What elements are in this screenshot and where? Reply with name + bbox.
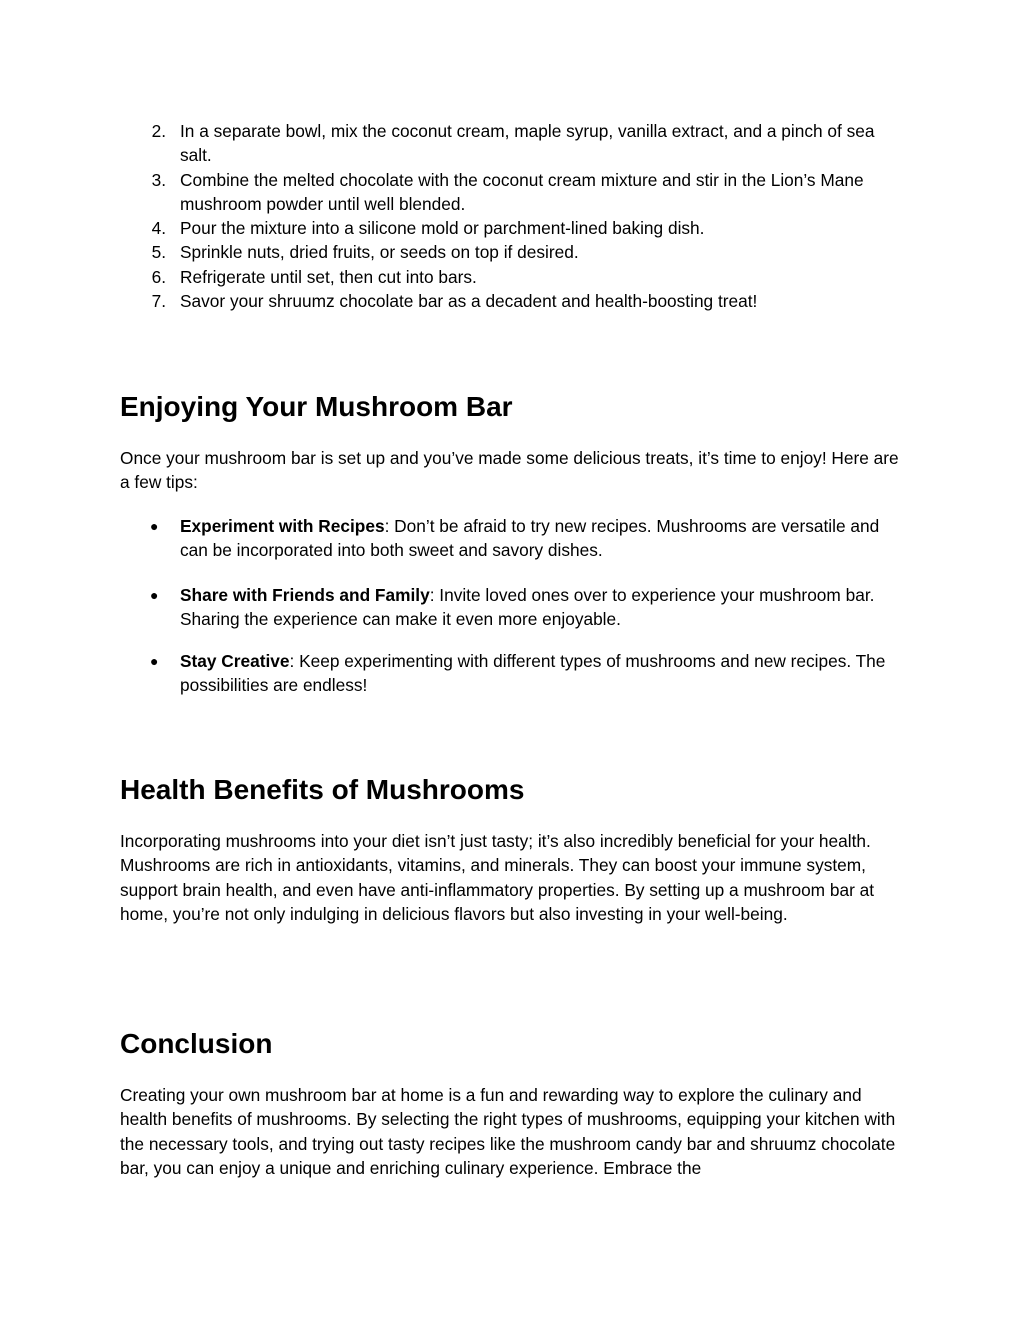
step-number: 7. — [151, 291, 166, 312]
tip-text: : Invite loved ones over to experience your mushroom bar. Sharing the experience can make it even more enjoyable. — [180, 585, 875, 630]
tip-title: Share with Friends and Family — [180, 585, 430, 605]
step-text: In a separate bowl, mix the coconut cream, maple syrup, vanilla extract, and a pinch of sea salt. — [180, 121, 875, 166]
conclusion-paragraph: Creating your own mushroom bar at home is a fun and rewarding way to explore the culinary and health benefits of mushrooms. By selecting the right types of mushrooms, equipping your kitchen with the necessary tools, and trying out tasty recipes like the mushroom candy bar and shruumz chocolate bar, you can enjoy a unique and enriching culinary experience. Embrace the — [120, 1085, 896, 1178]
bullet-icon: ● — [150, 653, 159, 669]
tip-title: Experiment with Recipes — [180, 516, 385, 536]
step-number: 3. — [151, 169, 166, 190]
section-heading-enjoying: Enjoying Your Mushroom Bar — [120, 391, 513, 422]
tip-title: Stay Creative — [180, 651, 290, 671]
list-item — [120, 289, 910, 313]
list-item — [120, 583, 910, 632]
health-paragraph: Incorporating mushrooms into your diet isn’t just tasty; it’s also incredibly beneficial for your health. Mushrooms are rich in antioxidants, vitamins, and minerals. They can boost your immune system, support brain health, and even have anti-inflammatory properties. By setting up a mushroom bar at home, you’re not only indulging in delicious flavors but also investing in your well-being. — [120, 831, 875, 924]
enjoying-intro-paragraph: Once your mushroom bar is set up and you’ve made some delicious treats, it’s time to enjoy! Here are a few tips: — [120, 448, 899, 493]
list-item — [120, 216, 910, 240]
section-heading-health: Health Benefits of Mushrooms — [120, 774, 525, 805]
step-text: Combine the melted chocolate with the coconut cream mixture and stir in the Lion’s Mane mushroom powder until well blended. — [180, 169, 864, 214]
list-item — [120, 168, 910, 217]
list-item — [120, 265, 910, 289]
list-item — [120, 514, 910, 563]
tip-text: : Keep experimenting with different types of mushrooms and new recipes. The possibilities are endless! — [180, 651, 886, 696]
recipe-steps-list — [120, 119, 910, 313]
step-text: Savor your shruumz chocolate bar as a decadent and health-boosting treat! — [180, 291, 758, 312]
list-item — [120, 649, 910, 698]
step-number: 2. — [151, 121, 166, 141]
step-text: Pour the mixture into a silicone mold or parchment-lined baking dish. — [180, 218, 705, 239]
step-text: Sprinkle nuts, dried fruits, or seeds on top if desired. — [180, 242, 579, 263]
step-text: Refrigerate until set, then cut into bars. — [180, 266, 477, 287]
bullet-icon: ● — [150, 518, 159, 534]
section-heading-conclusion: Conclusion — [120, 1028, 273, 1059]
step-number: 4. — [151, 218, 166, 239]
bullet-icon: ● — [150, 587, 159, 603]
step-number: 6. — [151, 266, 166, 287]
step-number: 5. — [151, 242, 166, 263]
list-item — [120, 240, 910, 264]
list-item — [120, 119, 910, 168]
tip-text: : Don’t be afraid to try new recipes. Mushrooms are versatile and can be incorporated into both sweet and savory dishes. — [180, 516, 880, 561]
